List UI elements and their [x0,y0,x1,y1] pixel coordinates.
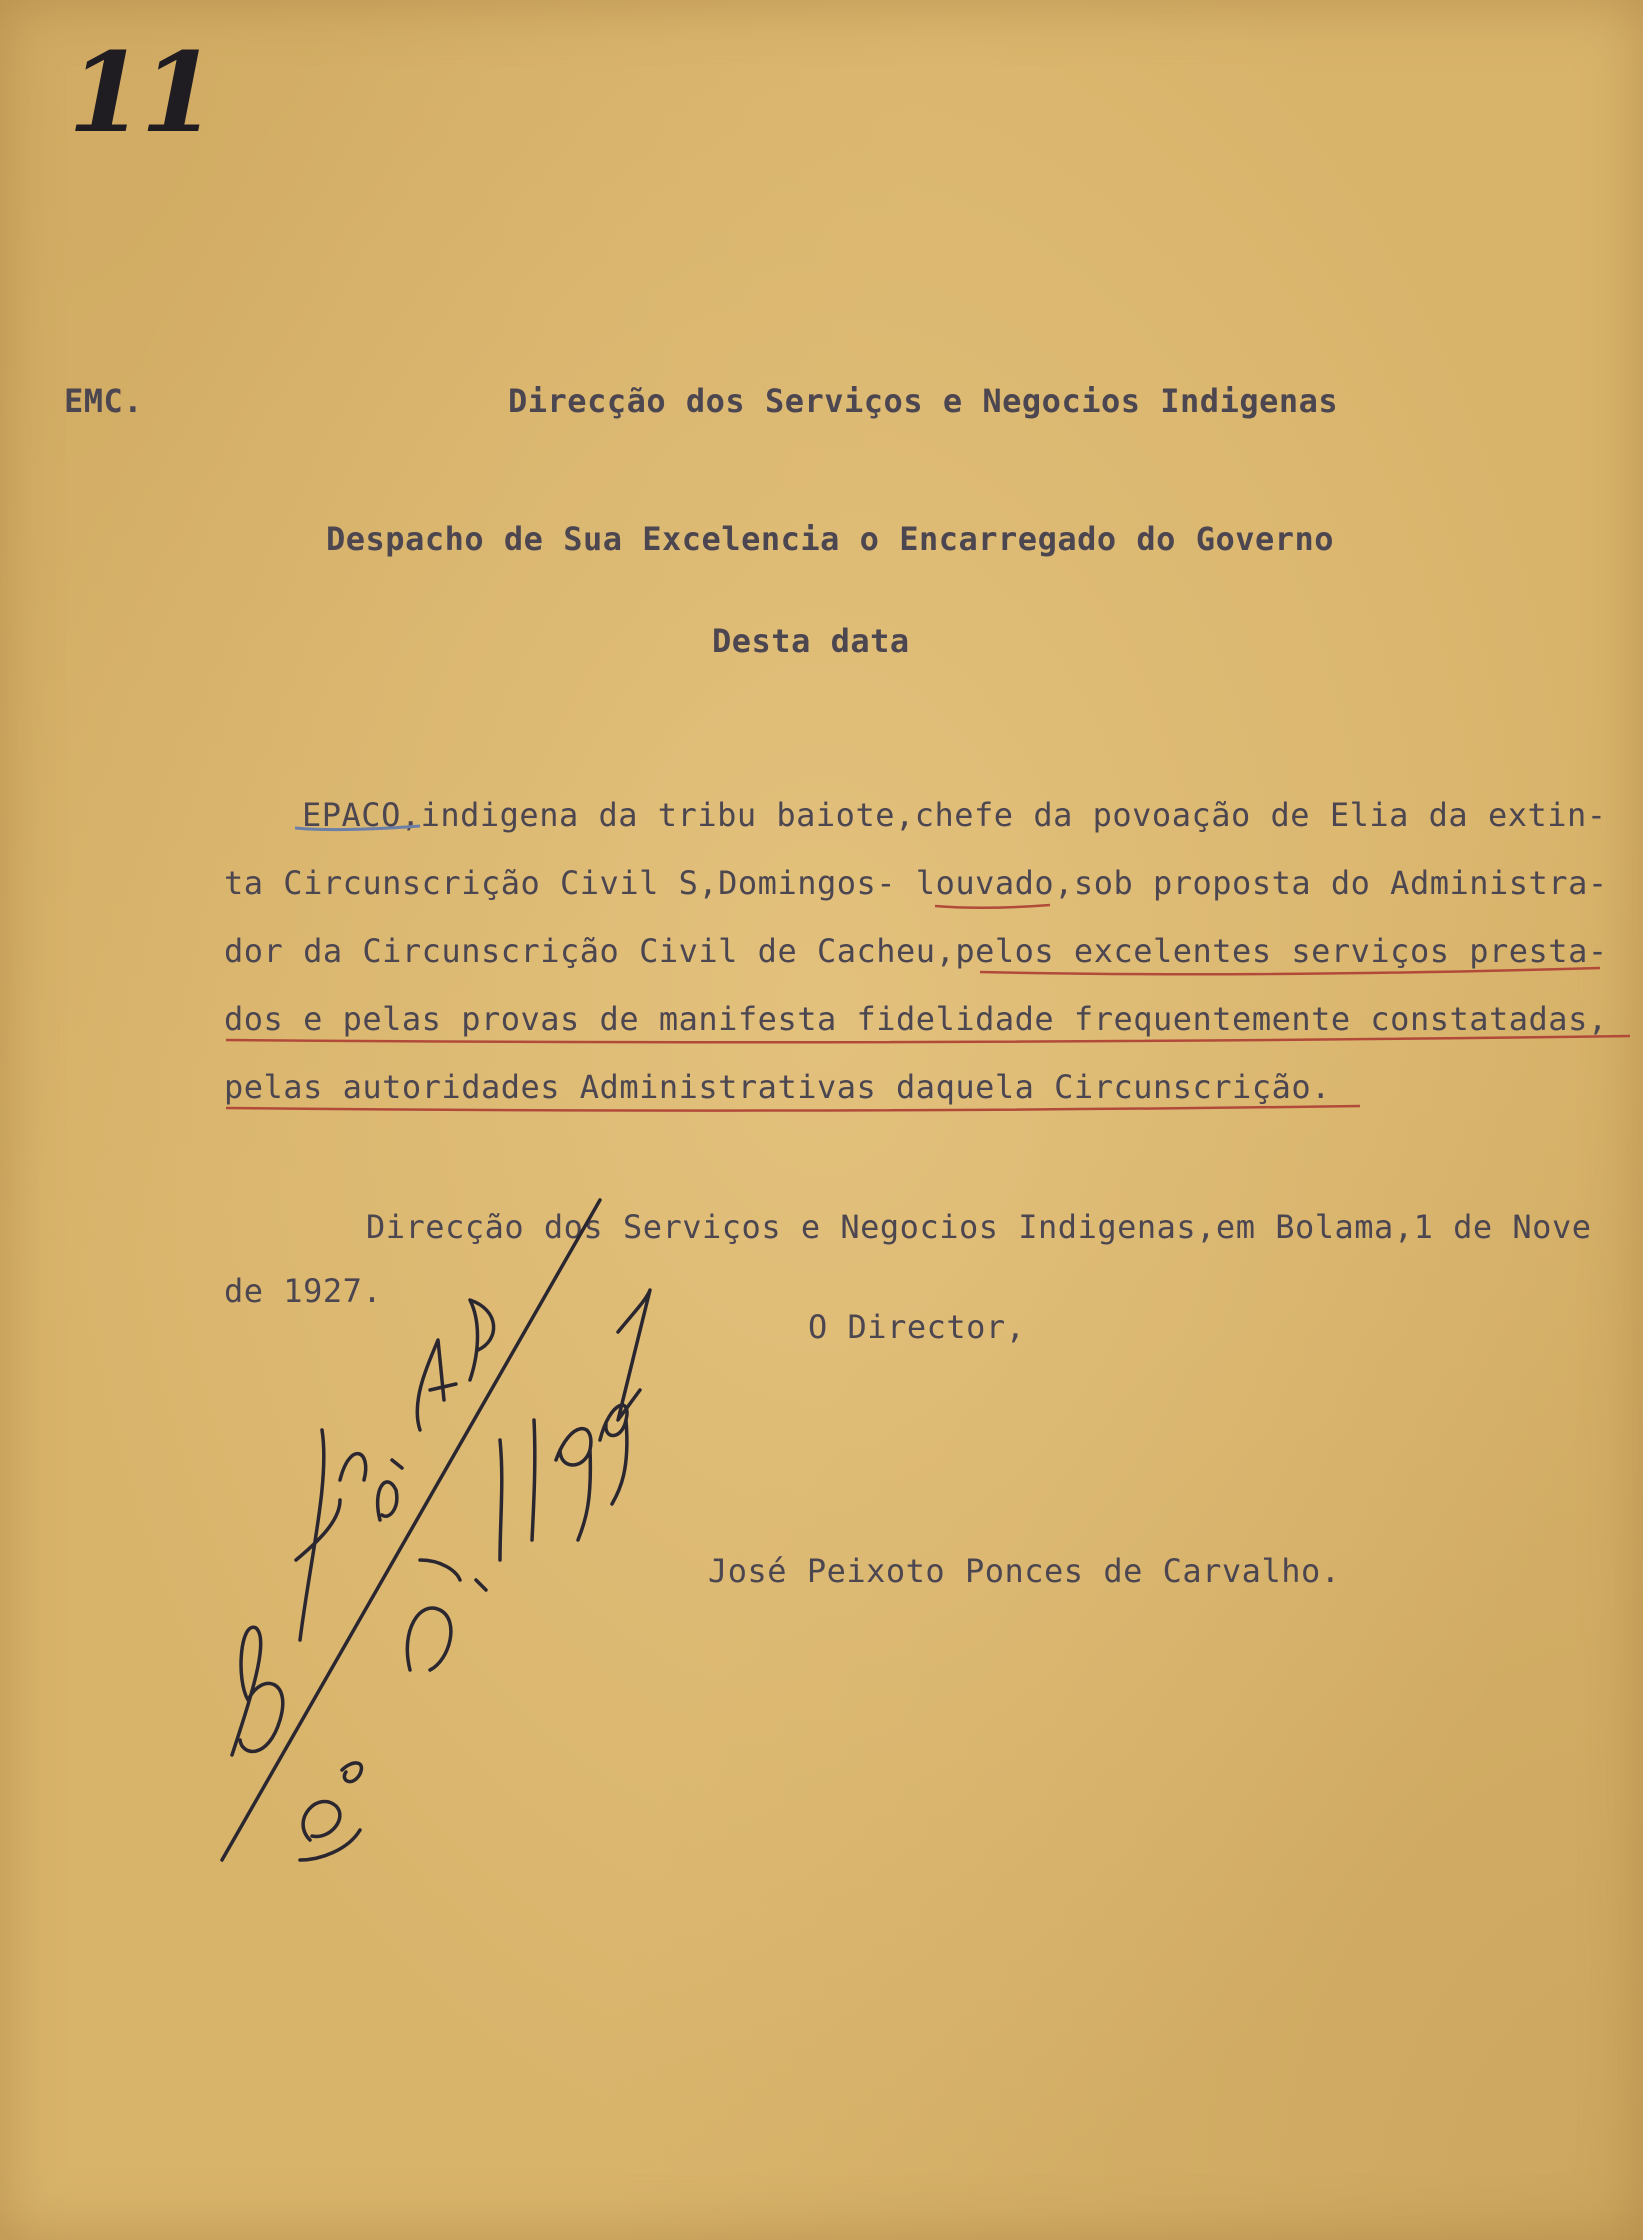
paragraph-line-5: pelas autoridades Administrativas daquela Circunscrição. [224,1068,1331,1106]
paragraph-line-4: dos e pelas provas de manifesta fidelidade frequentemente constatadas, [224,1000,1608,1038]
director-role: O Director, [808,1308,1026,1346]
paragraph-line-2: ta Circunscrição Civil S,Domingos- louvado,sob proposta do Administra- [224,864,1608,902]
closing-place-line-1: Direcção dos Serviços e Negocios Indigenas,em Bolama,1 de Nove [366,1208,1592,1246]
dispatch-title: Despacho de Sua Excelencia o Encarregado do Governo [326,520,1335,558]
paragraph-line-1: EPACO,indigena da tribu baiote,chefe da povoação de Elia da extin- [302,796,1607,834]
initials: EMC. [64,382,144,420]
file-mark: 11 [68,28,214,157]
dispatch-date: Desta data [712,622,910,660]
department-heading: Direcção dos Serviços e Negocios Indigenas [508,382,1339,420]
closing-place-line-2: de 1927. [224,1272,383,1310]
paragraph-line-3: dor da Circunscrição Civil de Cacheu,pelos excelentes serviços presta- [224,932,1608,970]
signatory-name: José Peixoto Ponces de Carvalho. [708,1552,1341,1590]
